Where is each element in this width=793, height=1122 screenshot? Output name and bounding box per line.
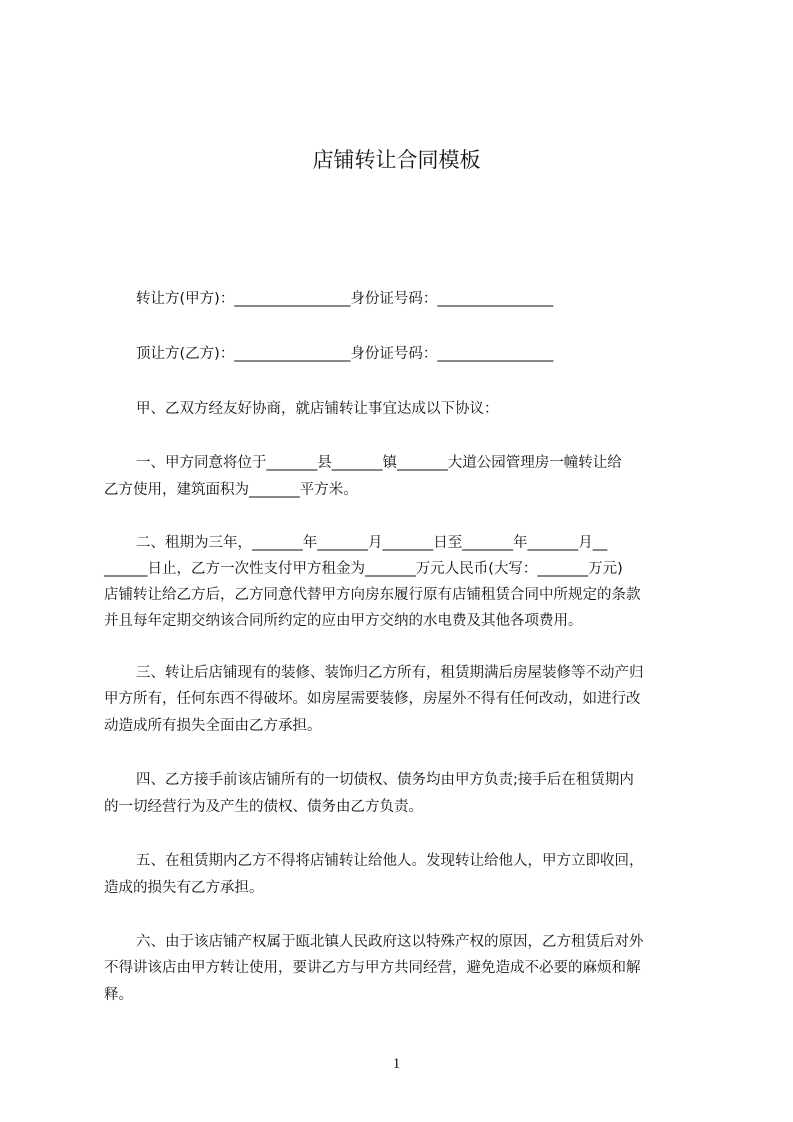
clause-2-line: 店铺转让给乙方后，乙方同意代替甲方向房东履行原有店铺租赁合同中所规定的条款 bbox=[104, 587, 641, 603]
document-title: 店铺转让合同模板 bbox=[312, 148, 481, 172]
party-a-line: 转让方(甲方)：________________身份证号码：________________ bbox=[136, 291, 554, 307]
clause-2-line: 并且每年定期交纳该合同所约定的应由甲方交纳的水电费及其他各项费用。 bbox=[104, 613, 583, 629]
clause-3-line: 三、转让后店铺现有的装修、装饰归乙方所有，租赁期满后房屋装修等不动产归 bbox=[136, 665, 644, 681]
clause-2-line: 二、租期为三年，_______年_______月_______日至_______年_______月__ bbox=[136, 535, 608, 551]
clause-1-line: 乙方使用，建筑面积为_______平方米。 bbox=[104, 482, 358, 498]
clause-4-line: 的一切经营行为及产生的债权、债务由乙方负责。 bbox=[104, 799, 423, 815]
intro-paragraph: 甲、乙双方经友好协商，就店铺转让事宜达成以下协议： bbox=[136, 401, 499, 417]
clause-2-line: ______日止，乙方一次性支付甲方租金为_______万元人民币(大写：_______万元) bbox=[104, 561, 623, 577]
clause-6-line: 不得讲该店由甲方转让使用，要讲乙方与甲方共同经营，避免造成不必要的麻烦和解 bbox=[104, 960, 641, 976]
clause-6-line: 释。 bbox=[104, 987, 133, 1003]
page-number: 1 bbox=[392, 1056, 401, 1072]
clause-1-line: 一、甲方同意将位于_______县_______镇_______大道公园管理房一幢转让给 bbox=[136, 455, 622, 471]
clause-5-line: 五、在租赁期内乙方不得将店铺转让给他人。发现转让给他人，甲方立即收回， bbox=[136, 853, 644, 869]
clause-5-line: 造成的损失有乙方承担。 bbox=[104, 880, 264, 896]
clause-4-line: 四、乙方接手前该店铺所有的一切债权、债务均由甲方负责;接手后在租赁期内 bbox=[136, 772, 634, 788]
party-b-line: 顶让方(乙方)：________________身份证号码：________________ bbox=[136, 346, 554, 362]
clause-6-line: 六、由于该店铺产权属于瓯北镇人民政府这以特殊产权的原因，乙方租赁后对外 bbox=[136, 934, 644, 950]
clause-3-line: 甲方所有，任何东西不得破坏。如房屋需要装修，房屋外不得有任何改动，如进行改 bbox=[104, 691, 641, 707]
clause-3-line: 动造成所有损失全面由乙方承担。 bbox=[104, 718, 322, 734]
